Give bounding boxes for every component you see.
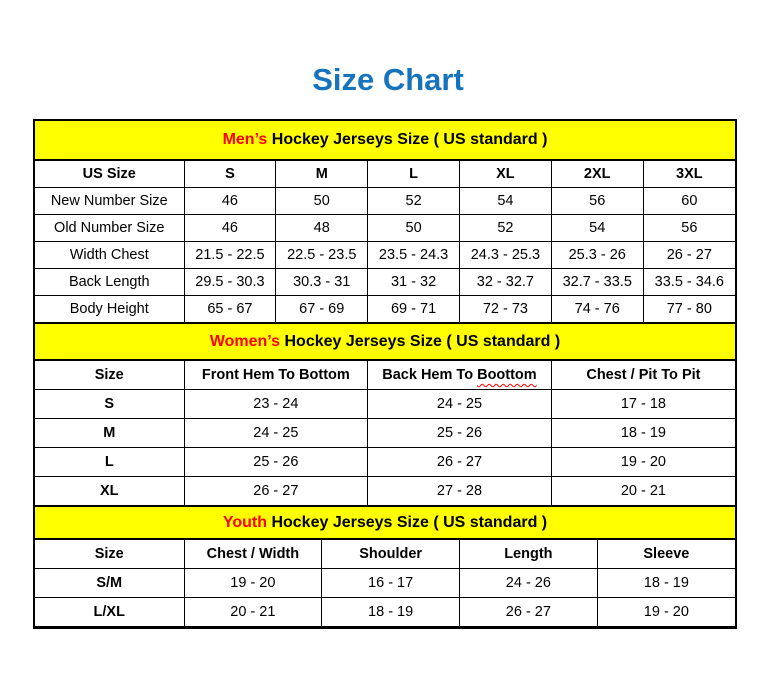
column-header: US Size (35, 161, 184, 188)
table-cell: 32 - 32.7 (459, 269, 551, 296)
mens-banner-highlight: Men’s (222, 131, 268, 148)
youth-banner-text: Hockey Jerseys Size ( US standard ) (267, 513, 548, 531)
column-header: Length (460, 540, 598, 569)
table-cell: 26 - 27 (460, 598, 598, 627)
table-cell: 23.5 - 24.3 (368, 242, 460, 269)
column-header: 2XL (551, 161, 643, 188)
table-cell: 74 - 76 (551, 296, 643, 323)
mens-banner-text: Hockey Jerseys Size ( US standard ) (267, 131, 548, 148)
table-cell: 65 - 67 (184, 296, 276, 323)
table-row (35, 598, 735, 627)
table-cell: 24 - 25 (184, 419, 368, 448)
table-row (35, 188, 735, 215)
row-label: Width Chest (35, 242, 184, 269)
table-cell: 31 - 32 (368, 269, 460, 296)
mens-header-row (35, 161, 735, 188)
table-cell: 24.3 - 25.3 (459, 242, 551, 269)
table-row (35, 269, 735, 296)
table-cell: 67 - 69 (276, 296, 368, 323)
table-cell: 26 - 27 (643, 242, 735, 269)
table-cell: 32.7 - 33.5 (551, 269, 643, 296)
table-cell: 69 - 71 (368, 296, 460, 323)
row-label: Body Height (35, 296, 184, 323)
table-cell: 21.5 - 22.5 (184, 242, 276, 269)
table-cell: 18 - 19 (322, 598, 460, 627)
table-row (35, 448, 735, 477)
column-header: Size (35, 361, 184, 390)
table-cell: 33.5 - 34.6 (643, 269, 735, 296)
table-cell: 19 - 20 (184, 569, 322, 598)
table-cell: 46 (184, 215, 276, 242)
row-label: New Number Size (35, 188, 184, 215)
table-row (35, 419, 735, 448)
table-row (35, 390, 735, 419)
row-label: L/XL (35, 598, 184, 627)
table-row (35, 477, 735, 506)
table-cell: 20 - 21 (184, 598, 322, 627)
mens-size-table (35, 160, 735, 323)
table-cell: 50 (276, 188, 368, 215)
youth-section-banner (35, 506, 735, 539)
table-cell: 52 (459, 215, 551, 242)
womens-banner-text: Hockey Jerseys Size ( US standard ) (280, 332, 561, 350)
row-label: L (35, 448, 184, 477)
womens-header-row (35, 361, 735, 390)
table-cell: 22.5 - 23.5 (276, 242, 368, 269)
row-label: XL (35, 477, 184, 506)
table-cell: 26 - 27 (368, 448, 552, 477)
row-label: Old Number Size (35, 215, 184, 242)
table-cell: 17 - 18 (551, 390, 735, 419)
column-header: Sleeve (597, 540, 735, 569)
header-text: Back Hem To (382, 367, 478, 383)
column-header: M (276, 161, 368, 188)
table-cell: 50 (368, 215, 460, 242)
size-chart (33, 119, 737, 629)
womens-size-table (35, 360, 735, 506)
table-cell: 18 - 19 (551, 419, 735, 448)
row-label: S/M (35, 569, 184, 598)
table-cell: 25 - 26 (184, 448, 368, 477)
table-cell: 25 - 26 (368, 419, 552, 448)
column-header: XL (459, 161, 551, 188)
womens-banner-highlight: Women’s (209, 332, 281, 350)
table-cell: 77 - 80 (643, 296, 735, 323)
column-header: Shoulder (322, 540, 460, 569)
table-row (35, 296, 735, 323)
table-cell: 52 (368, 188, 460, 215)
table-row (35, 569, 735, 598)
table-cell: 26 - 27 (184, 477, 368, 506)
mens-section-banner (35, 121, 735, 160)
table-cell: 19 - 20 (597, 598, 735, 627)
table-cell: 18 - 19 (597, 569, 735, 598)
table-row (35, 242, 735, 269)
column-header: Front Hem To Bottom (184, 361, 368, 390)
table-cell: 27 - 28 (368, 477, 552, 506)
column-header-misspelled (368, 361, 552, 390)
spellcheck-flagged-word: Boottom (477, 367, 537, 383)
column-header: S (184, 161, 276, 188)
table-row (35, 215, 735, 242)
table-cell: 16 - 17 (322, 569, 460, 598)
table-cell: 54 (551, 215, 643, 242)
page-title: Size Chart (312, 62, 464, 97)
column-header: Chest / Pit To Pit (551, 361, 735, 390)
column-header: 3XL (643, 161, 735, 188)
womens-section-banner (35, 323, 735, 360)
row-label: Back Length (35, 269, 184, 296)
table-cell: 19 - 20 (551, 448, 735, 477)
table-cell: 48 (276, 215, 368, 242)
youth-size-table (35, 539, 735, 627)
table-cell: 23 - 24 (184, 390, 368, 419)
table-cell: 56 (643, 215, 735, 242)
table-cell: 25.3 - 26 (551, 242, 643, 269)
youth-header-row (35, 540, 735, 569)
column-header: L (368, 161, 460, 188)
row-label: M (35, 419, 184, 448)
table-cell: 46 (184, 188, 276, 215)
youth-banner-highlight: Youth (222, 513, 267, 531)
table-cell: 29.5 - 30.3 (184, 269, 276, 296)
row-label: S (35, 390, 184, 419)
table-cell: 20 - 21 (551, 477, 735, 506)
column-header: Size (35, 540, 184, 569)
table-cell: 24 - 26 (460, 569, 598, 598)
table-cell: 60 (643, 188, 735, 215)
table-cell: 24 - 25 (368, 390, 552, 419)
table-cell: 54 (459, 188, 551, 215)
column-header: Chest / Width (184, 540, 322, 569)
table-cell: 72 - 73 (459, 296, 551, 323)
table-cell: 30.3 - 31 (276, 269, 368, 296)
table-cell: 56 (551, 188, 643, 215)
